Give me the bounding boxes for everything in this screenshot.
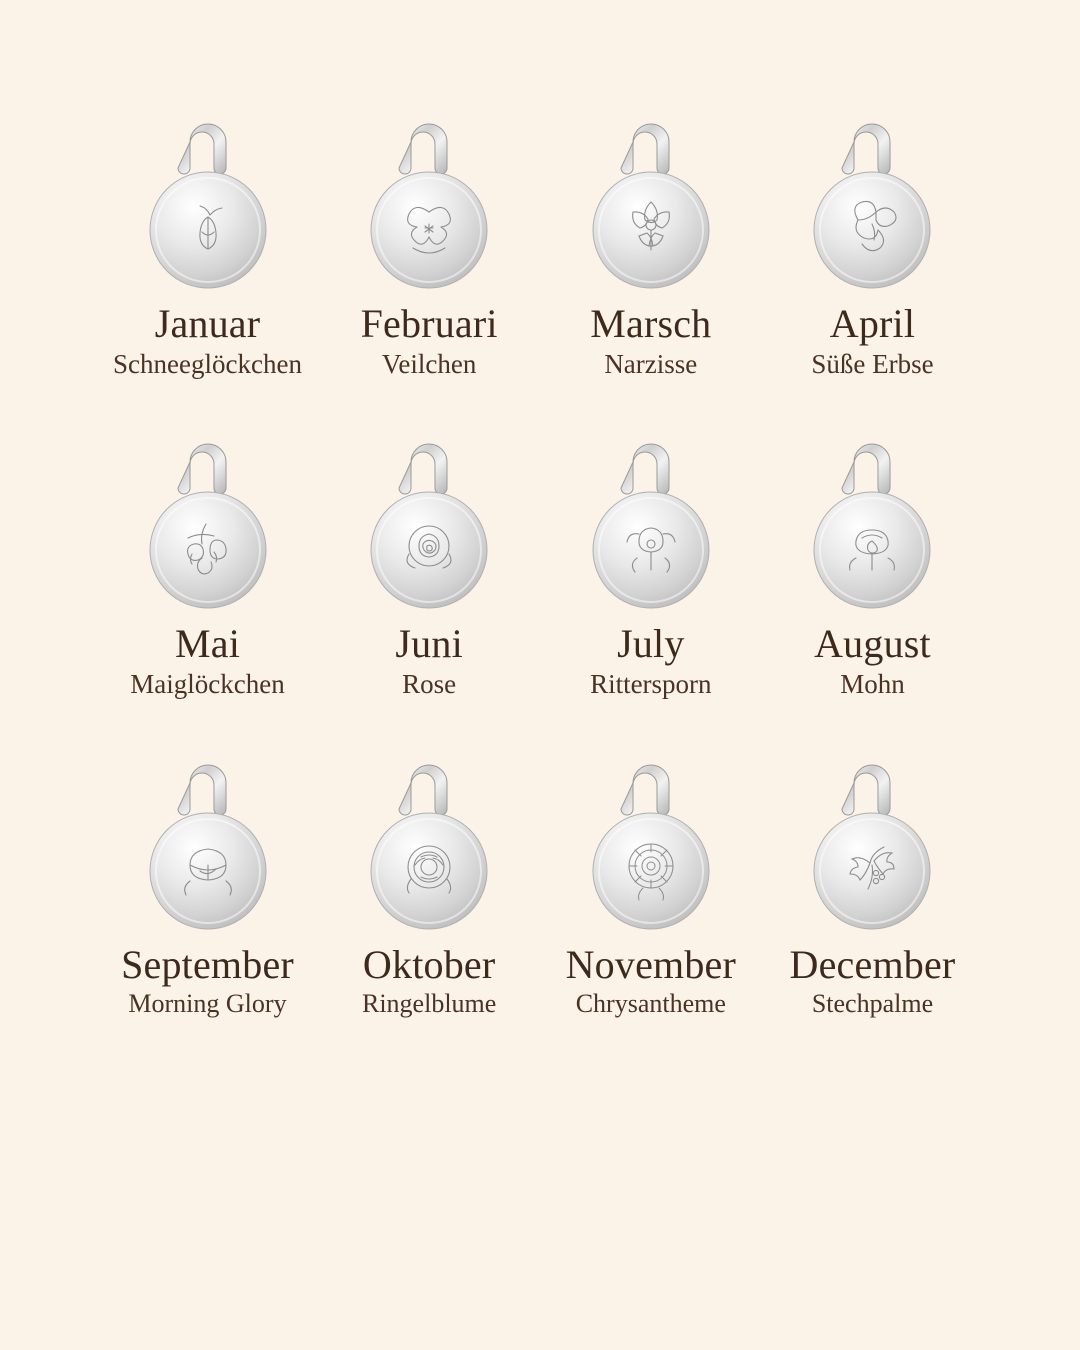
charm-pendant-januar: [128, 120, 288, 290]
charm-flower-label: Mohn: [840, 669, 905, 700]
charm-month-label: Februari: [360, 301, 498, 346]
charm-flower-label: Rittersporn: [590, 669, 712, 700]
bail-icon: [399, 124, 447, 174]
charm-card-august[interactable]: [765, 440, 980, 698]
bail-icon: [399, 765, 447, 815]
bail-icon: [842, 444, 890, 494]
charm-flower-label: Ringelblume: [361, 989, 497, 1019]
charm-month-label: September: [121, 941, 294, 987]
charm-card-juni[interactable]: [322, 440, 537, 698]
charm-pendant-oktober: [349, 761, 509, 931]
charm-flower-label: Chrysantheme: [575, 989, 726, 1019]
charm-card-july[interactable]: [543, 440, 758, 698]
bail-icon: [842, 765, 890, 815]
bail-icon: [178, 765, 226, 815]
charm-flower-label: Veilchen: [381, 348, 477, 379]
charm-flower-label: Rose: [402, 669, 457, 700]
charm-month-label: Oktober: [362, 941, 496, 987]
charm-month-label: Januar: [154, 301, 261, 346]
charm-pendant-november: [571, 761, 731, 931]
charm-month-label: August: [814, 621, 931, 667]
charm-pendant-july: [571, 440, 731, 610]
charm-row-1: [40, 120, 1040, 378]
charm-card-september[interactable]: [100, 761, 315, 1018]
charm-pendant-juni: [349, 440, 509, 610]
charm-month-label: December: [789, 941, 956, 987]
charm-row-2: [40, 440, 1040, 698]
charm-month-label: November: [565, 941, 737, 987]
bail-icon: [842, 124, 890, 174]
charm-month-label: April: [829, 301, 916, 346]
bail-icon: [621, 765, 669, 815]
charm-flower-label: Stechpalme: [811, 989, 934, 1019]
charm-month-label: July: [617, 621, 685, 667]
charm-card-december[interactable]: [765, 761, 980, 1018]
charm-pendant-april: [792, 120, 952, 290]
charm-card-mai[interactable]: [100, 440, 315, 698]
charm-pendant-mai: [128, 440, 288, 610]
charm-card-januar[interactable]: [100, 120, 315, 378]
charm-month-label: Juni: [395, 621, 463, 667]
bail-icon: [621, 124, 669, 174]
bail-icon: [178, 124, 226, 174]
charm-card-april[interactable]: [765, 120, 980, 378]
charm-flower-label: Süße Erbse: [811, 348, 934, 379]
charm-pendant-februari: [349, 120, 509, 290]
bail-icon: [399, 444, 447, 494]
charm-flower-label: Morning Glory: [128, 989, 287, 1019]
bail-icon: [621, 444, 669, 494]
charm-card-oktober[interactable]: [322, 761, 537, 1018]
charm-flower-label: Schneeglöckchen: [113, 348, 302, 379]
charm-pendant-august: [792, 440, 952, 610]
charm-month-label: Marsch: [590, 301, 712, 346]
charm-card-marsch[interactable]: [543, 120, 758, 378]
charm-month-label: Mai: [174, 621, 241, 667]
charm-pendant-september: [128, 761, 288, 931]
charm-pendant-december: [792, 761, 952, 931]
charm-card-november[interactable]: [543, 761, 758, 1018]
bail-icon: [178, 444, 226, 494]
charm-row-3: [40, 761, 1040, 1018]
charm-pendant-marsch: [571, 120, 731, 290]
charm-card-februari[interactable]: [322, 120, 537, 378]
charm-flower-label: Narzisse: [604, 348, 698, 379]
charm-flower-label: Maiglöckchen: [130, 669, 285, 700]
